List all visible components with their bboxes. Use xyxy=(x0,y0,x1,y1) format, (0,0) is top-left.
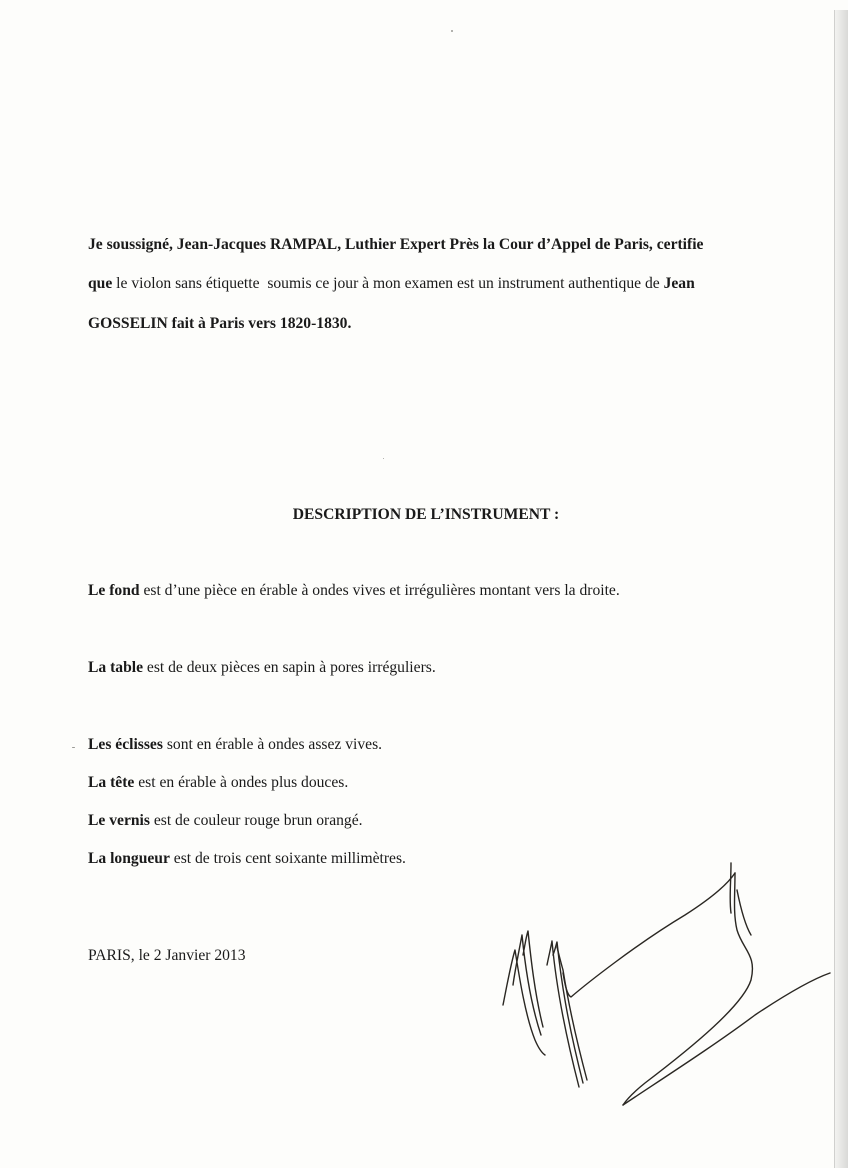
intro-line-2-bold-start: que xyxy=(88,275,113,292)
page-edge-shadow xyxy=(834,10,848,1168)
description-term: La table xyxy=(88,659,144,676)
signature xyxy=(495,855,835,1125)
description-text: est de deux pièces en sapin à pores irréguliers. xyxy=(143,659,436,676)
description-term: Le fond xyxy=(88,582,140,599)
description-item xyxy=(88,736,382,754)
description-term: Le vernis xyxy=(88,812,150,829)
description-item xyxy=(88,774,348,792)
description-term: La longueur xyxy=(88,850,170,867)
description-text: est d’une pièce en érable à ondes vives et irrégulières montant vers la droite. xyxy=(139,582,620,599)
intro-line-3-text: GOSSELIN fait à Paris vers 1820-1830. xyxy=(88,315,352,332)
description-item xyxy=(88,812,363,830)
description-heading: DESCRIPTION DE L’INSTRUMENT : xyxy=(292,506,560,523)
scan-speck xyxy=(383,458,384,459)
description-item xyxy=(88,850,406,868)
description-item xyxy=(88,659,436,677)
description-text: est en érable à ondes plus douces. xyxy=(134,774,349,791)
description-term: La tête xyxy=(88,774,135,791)
intro-line-2-text: le violon sans étiquette soumis ce jour à mon examen est un instrument authentique de xyxy=(112,275,664,292)
intro-line-3 xyxy=(88,315,351,333)
intro-line-1-text: Je soussigné, Jean-Jacques RAMPAL, Luthier Expert Près la Cour d’Appel de Paris, certifie xyxy=(88,236,704,253)
intro-line-2-bold-end: Jean xyxy=(663,275,695,292)
description-item xyxy=(88,582,620,600)
scan-speck xyxy=(451,30,453,32)
description-text: est de trois cent soixante millimètres. xyxy=(169,850,406,867)
description-text: sont en érable à ondes assez vives. xyxy=(162,736,383,753)
intro-line-1 xyxy=(88,236,703,254)
place-date: PARIS, le 2 Janvier 2013 xyxy=(88,947,246,964)
description-term: Les éclisses xyxy=(88,736,163,753)
intro-line-2 xyxy=(88,275,695,293)
scan-speck xyxy=(72,747,75,748)
description-text: est de couleur rouge brun orangé. xyxy=(149,812,363,829)
